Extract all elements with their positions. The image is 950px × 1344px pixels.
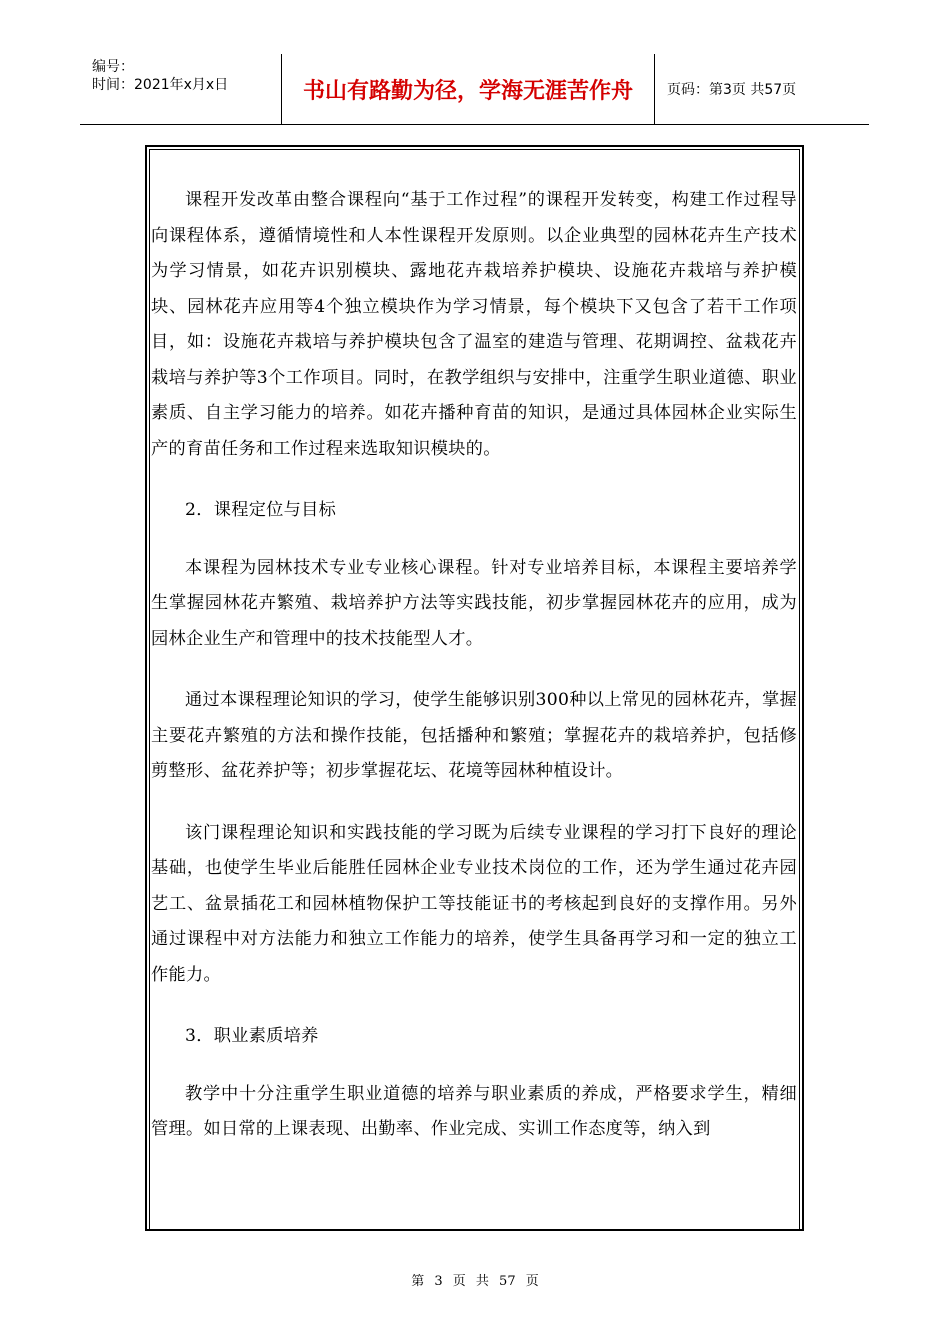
document-body [151, 183, 797, 1174]
section-heading-professional-quality: 3．职业素质培养 [185, 1026, 319, 1046]
header-meta [80, 54, 282, 124]
content-frame [145, 145, 804, 1231]
document-number-label: 编号： [92, 59, 134, 75]
page-footer: 第 3 页 共 57 页 [411, 1274, 539, 1289]
paragraph-learning-objectives: 通过本课程理论知识的学习，使学生能够识别300种以上常见的园林花卉，掌握主要花卉繁殖的方法和操作技能，包括播种和繁殖；掌握花卉的栽培养护，包括修剪整形、盆花养护等；初步掌握花坛、花境等园林种植设计。 [151, 690, 797, 781]
header-page-number: 页码：第3页 共57页 [667, 82, 797, 98]
paragraph-professional-quality: 教学中十分注重学生职业道德的培养与职业素质的养成，严格要求学生，精细管理。如日常的上课表现、出勤率、作业完成、实训工作态度等，纳入到 [151, 1083, 797, 1139]
section-heading-positioning: 2．课程定位与目标 [185, 500, 337, 520]
paragraph-course-positioning: 本课程为园林技术专业专业核心课程。针对专业培养目标，本课程主要培养学生掌握园林花卉繁殖、栽培养护方法等实践技能，初步掌握园林花卉的应用，成为园林企业生产和管理中的技术技能型人才。 [151, 557, 797, 649]
paragraph-course-role: 该门课程理论知识和实践技能的学习既为后续专业课程的学习打下良好的理论基础，也使学生毕业后能胜任园林企业专业技术岗位的工作，还为学生通过花卉园艺工、盆景插花工和园林植物保护工等技能证书的考核起到良好的支撑作用。另外通过课程中对方法能力和独立工作能力的培养，使学生具备再学习和一定的独立工作能力。 [151, 822, 797, 985]
document-date-label: 时间：2021年x月x日 [92, 77, 229, 93]
header-motto: 书山有路勤为径，学海无涯苦作舟 [282, 54, 655, 124]
page-header [80, 54, 869, 125]
paragraph-course-development: 课程开发改革由整合课程向“基于工作过程”的课程开发转变，构建工作过程导向课程体系，遵循情境性和人本性课程开发原则。以企业典型的园林花卉生产技术为学习情景，如花卉识别模块、露地花卉栽培养护模块、设施花卉栽培与养护模块、园林花卉应用等4个独立模块作为学习情景，每个模块下又包含了若干工作项目，如：设施花卉栽培与养护模块包含了温室的建造与管理、花期调控、盆栽花卉栽培与养护等3个工作项目。同时，在教学组织与安排中，注重学生职业道德、职业素质、自主学习能力的培养。如花卉播种育苗的知识，是通过具体园林企业实际生产的育苗任务和工作过程来选取知识模块的。 [151, 190, 797, 459]
